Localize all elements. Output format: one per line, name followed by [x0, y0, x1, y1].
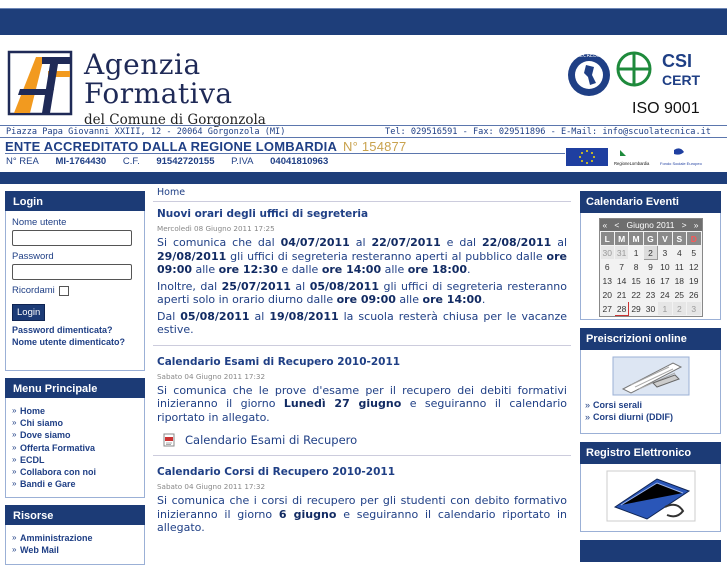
registration-line: [6, 156, 342, 167]
divider: [153, 201, 571, 202]
calendar-prev-year[interactable]: «: [602, 220, 608, 230]
article-3-date: Sabato 04 Giugno 2011 17:32: [157, 482, 266, 491]
registry-title: Registro Elettronico: [580, 442, 721, 464]
article-1-paragraph-1: Si comunica che dal 04/07/2011 al 22/07/2011 e dal 22/08/2011 al 29/08/2011 gli uffici di segreteria resteranno aperti al pubblico dalle ore 09:00 alle ore 12:30 e dalle ore 14:00 alle ore 18:00.: [157, 236, 568, 276]
site-header: [0, 35, 727, 185]
calendar-day[interactable]: 10: [658, 260, 672, 274]
calendar-day[interactable]: 26: [687, 288, 701, 302]
article-1-paragraph-2: Inoltre, dal 25/07/2011 al 05/08/2011 gli uffici di segreteria resteranno aperti solo in orario diurno dalle ore 09:00 alle ore 14:00.: [157, 279, 568, 306]
article-3: [153, 466, 571, 535]
calendar-week: [600, 246, 701, 260]
accreditation-line: [5, 139, 406, 154]
calendar-widget: [599, 218, 703, 317]
calendar-day[interactable]: 15: [629, 274, 643, 288]
iso-label: ISO 9001: [632, 100, 700, 117]
calendar-day[interactable]: 6: [600, 260, 614, 274]
left-sidebar: [5, 191, 145, 565]
registry-module: [580, 442, 721, 532]
menu-item-ecdl[interactable]: » ECDL: [12, 454, 138, 466]
rea-value: MI-1764430: [55, 156, 107, 167]
calendar-day[interactable]: 21: [614, 288, 628, 302]
pdf-icon: [163, 433, 175, 447]
calendar-next-month[interactable]: >: [681, 220, 687, 230]
remember-label: Ricordami: [12, 285, 55, 296]
login-button[interactable]: Login: [12, 304, 45, 321]
cf-label: C.F.: [122, 156, 140, 167]
calendar-grid: [600, 231, 702, 316]
calendar-day[interactable]: 8: [629, 260, 643, 274]
enrollments-list: [585, 399, 716, 423]
article-2-paragraph-1: Si comunica che le prove d'esame per il recupero dei debiti formativi inizieranno il giorno Lunedì 27 giugno e seguiranno il calendario riportato in allegato.: [157, 383, 567, 424]
next-module-header: [580, 540, 721, 562]
calendar-day[interactable]: 2: [643, 246, 657, 260]
remember-row: [12, 285, 138, 296]
calendar-day[interactable]: 23: [643, 288, 657, 302]
csi-cert-logo: [614, 45, 714, 95]
calendar-day[interactable]: 1: [658, 302, 672, 316]
attachment-link[interactable]: [163, 433, 567, 447]
article-1: [153, 208, 571, 337]
calendar-day[interactable]: 20: [600, 288, 614, 302]
forgot-password-link[interactable]: Password dimenticata?: [12, 325, 113, 335]
accredia-label: ACCREDIA: [576, 53, 602, 59]
calendar-day[interactable]: 16: [643, 274, 657, 288]
accredia-logo: [566, 43, 612, 107]
calendar-next-year[interactable]: »: [693, 220, 699, 230]
regione-lombardia-label: RegioneLombardia: [614, 161, 650, 166]
brand-line-3: del Comune di Gorgonzola: [84, 112, 266, 128]
calendar-day-today[interactable]: 28: [614, 302, 628, 316]
registry-image[interactable]: [607, 471, 695, 521]
article-2-title[interactable]: Calendario Esami di Recupero 2010-2011: [157, 355, 401, 368]
calendar-module: [580, 191, 721, 320]
forgot-username-link[interactable]: Nome utente dimenticato?: [12, 337, 126, 347]
enrollment-form-image[interactable]: [613, 357, 689, 395]
right-sidebar: [580, 191, 721, 570]
contacts-text: Tel: 029516591 - Fax: 029511896 - E-Mail: info@scuolatecnica.it: [385, 127, 711, 137]
enrollments-title: Preiscrizioni online: [580, 328, 721, 350]
calendar-nav: [600, 219, 702, 231]
header-bottom-band: [0, 172, 727, 184]
header-divider: [5, 153, 565, 154]
calendar-day[interactable]: 5: [687, 246, 701, 260]
resources-module: [5, 505, 145, 565]
calendar-day[interactable]: 3: [658, 246, 672, 260]
calendar-day[interactable]: 12: [687, 260, 701, 274]
article-2-date: Sabato 04 Giugno 2011 17:32: [157, 371, 266, 381]
brand-line-2: Formativa: [84, 77, 233, 110]
fse-icon: [674, 148, 684, 154]
article-1-title[interactable]: Nuovi orari degli uffici di segreteria: [157, 208, 369, 220]
divider: [153, 345, 571, 346]
resources-title: Risorse: [5, 505, 145, 525]
calendar-day[interactable]: 2: [672, 302, 686, 316]
calendar-day[interactable]: 31: [614, 246, 628, 260]
brand-text: [84, 48, 266, 128]
calendar-day[interactable]: 14: [614, 274, 628, 288]
calendar-day[interactable]: 1: [629, 246, 643, 260]
weekday-header: L: [600, 232, 614, 246]
calendar-week: [600, 302, 701, 316]
menu-item-bandi-gare[interactable]: » Bandi e Gare: [12, 478, 138, 490]
article-1-date: Mercoledì 08 Giugno 2011 17:25: [157, 224, 275, 233]
calendar-day[interactable]: 30: [600, 246, 614, 260]
article-1-paragraph-3: Dal 05/08/2011 al 19/08/2011 la scuola resterà chiusa per le vacanze estive.: [157, 309, 568, 336]
resources-list: [5, 525, 145, 565]
funding-logos: [566, 144, 726, 170]
calendar-day[interactable]: 22: [629, 288, 643, 302]
weekday-header: M: [614, 232, 628, 246]
accreditation-text: ENTE ACCREDITATO DALLA REGIONE LOMBARDIA: [5, 139, 338, 154]
next-module: [580, 540, 721, 562]
calendar-day[interactable]: 11: [672, 260, 686, 274]
calendar-week: [600, 274, 701, 288]
calendar-day[interactable]: 9: [643, 260, 657, 274]
main-menu-list: [5, 398, 145, 498]
article-3-title[interactable]: Calendario Corsi di Recupero 2010-2011: [157, 466, 396, 478]
brand-line-1: Agenzia: [84, 48, 201, 81]
calendar-week: [600, 288, 701, 302]
calendar-prev-month[interactable]: <: [614, 220, 620, 230]
menu-item-web-mail[interactable]: » Web Mail: [12, 544, 138, 556]
main-content: [153, 185, 571, 538]
weekday-header: V: [658, 232, 672, 246]
menu-item-dove-siamo[interactable]: » Dove siamo: [12, 429, 138, 441]
article-2: [153, 356, 571, 448]
calendar-day[interactable]: 25: [672, 288, 686, 302]
remember-checkbox[interactable]: [59, 286, 69, 296]
enrollments-module: [580, 328, 721, 434]
menu-item-amministrazione[interactable]: » Amministrazione: [12, 532, 138, 544]
calendar-day[interactable]: 24: [658, 288, 672, 302]
calendar-day[interactable]: 30: [643, 302, 657, 316]
calendar-day[interactable]: 4: [672, 246, 686, 260]
main-menu-title: Menu Principale: [5, 378, 145, 398]
weekday-header: M: [629, 232, 643, 246]
menu-item-home[interactable]: » Home: [12, 405, 138, 417]
username-label: Nome utente: [12, 217, 67, 228]
fse-label: Fondo Sociale Europeo: [660, 161, 702, 166]
password-label: Password: [12, 251, 54, 262]
rea-label: N° REA: [6, 156, 39, 167]
attachment-label[interactable]: Calendario Esami di Recupero: [185, 433, 358, 447]
login-title: Login: [5, 191, 145, 211]
enrollment-link-serali[interactable]: » Corsi serali: [585, 399, 716, 411]
menu-item-offerta-formativa[interactable]: » Offerta Formativa: [12, 442, 138, 454]
username-input[interactable]: [12, 230, 132, 246]
enrollment-link-diurni[interactable]: » Corsi diurni (DDIF): [585, 411, 716, 423]
cf-value: 91542720155: [156, 156, 215, 167]
piva-value: 04041810963: [270, 156, 329, 167]
address-text: Piazza Papa Giovanni XXIII, 12 - 20064 Gorgonzola (MI): [6, 127, 286, 137]
breadcrumb[interactable]: Home: [157, 187, 186, 198]
calendar-title: Calendario Eventi: [580, 191, 721, 213]
weekday-header: D: [687, 232, 701, 246]
regione-lombardia-icon: [620, 150, 626, 156]
login-module: [5, 191, 145, 371]
csi-label: CSI: [662, 51, 693, 71]
calendar-week: [600, 260, 701, 274]
main-menu-module: [5, 378, 145, 498]
calendar-month-label: Giugno 2011: [626, 220, 675, 230]
calendar-day[interactable]: 18: [672, 274, 686, 288]
menu-item-collabora[interactable]: » Collabora con noi: [12, 466, 138, 478]
menu-item-chi-siamo[interactable]: » Chi siamo: [12, 417, 138, 429]
address-bar: [0, 125, 727, 138]
calendar-day[interactable]: 7: [614, 260, 628, 274]
cert-label: CERT: [662, 72, 701, 88]
password-input[interactable]: [12, 264, 132, 280]
piva-label: P.IVA: [231, 156, 254, 167]
weekday-header: G: [643, 232, 657, 246]
weekday-header: S: [672, 232, 686, 246]
calendar-day[interactable]: 27: [600, 302, 614, 316]
article-3-paragraph-1: Si comunica che i corsi di recupero per gli studenti con debito formativo inizieranno il giorno 6 giugno e seguiranno il calendario riportato in allegato.: [157, 494, 567, 534]
calendar-day[interactable]: 13: [600, 274, 614, 288]
top-bar: [0, 8, 727, 35]
calendar-day[interactable]: 19: [687, 274, 701, 288]
calendar-weekday-row: [600, 232, 701, 246]
calendar-day[interactable]: 29: [629, 302, 643, 316]
divider: [153, 455, 571, 456]
agenzia-logo[interactable]: [6, 49, 78, 121]
accreditation-number: N° 154877: [343, 139, 407, 154]
calendar-day[interactable]: 3: [687, 302, 701, 316]
calendar-day[interactable]: 17: [658, 274, 672, 288]
